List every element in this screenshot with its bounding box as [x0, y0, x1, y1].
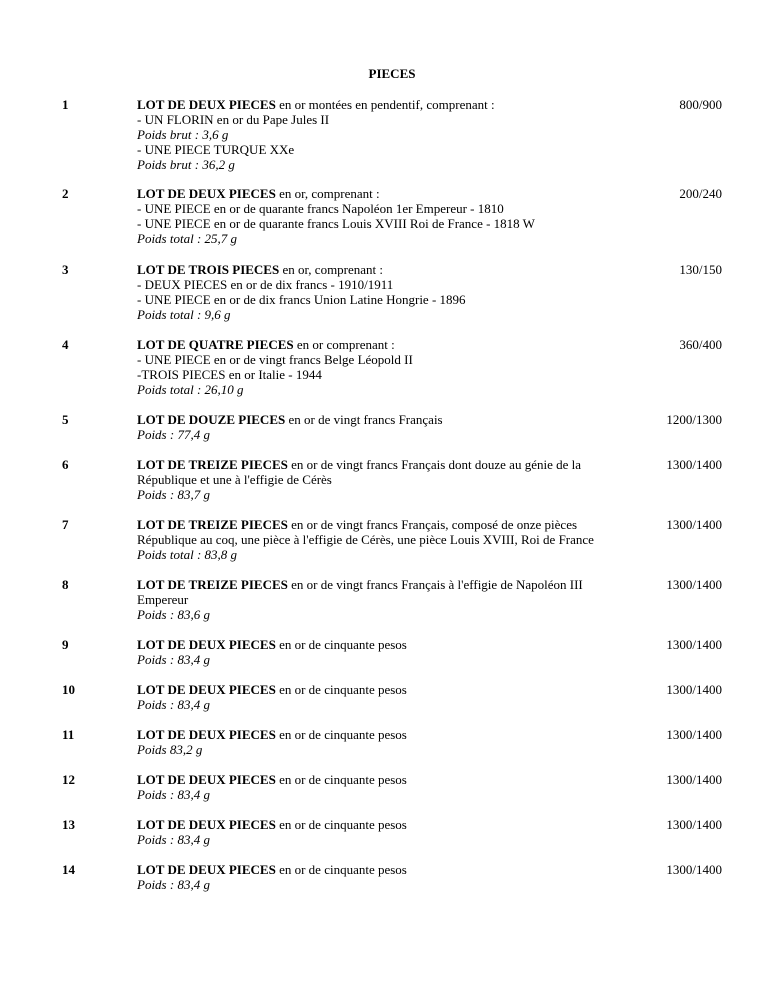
lot-number: 6 [62, 457, 69, 472]
lot-number: 1 [62, 97, 69, 112]
lot-description [137, 817, 647, 847]
page-title: PIECES [368, 66, 416, 81]
lot-estimate: 1300/1400 [666, 817, 722, 832]
lot-description [137, 337, 647, 397]
lot-weight: Poids : 83,4 g [137, 652, 210, 667]
lot-description [137, 727, 647, 757]
lot-heading: LOT DE QUATRE PIECES [137, 337, 294, 352]
lot-description [137, 637, 647, 667]
lot-heading-rest: en or montées en pendentif, comprenant : [275, 97, 495, 112]
lot-heading-rest: en or de vingt francs Français à l'effigie de Napoléon III [287, 577, 583, 592]
lot-detail-line: Empereur [137, 592, 189, 607]
lot-number: 4 [62, 337, 69, 352]
lot-weight: Poids : 83,6 g [137, 607, 210, 622]
lot-estimate: 1300/1400 [666, 682, 722, 697]
lot-heading-line [137, 97, 647, 112]
lot-description [137, 577, 647, 622]
lot-heading-rest: en or de cinquante pesos [275, 817, 407, 832]
lot-heading: LOT DE DEUX PIECES [137, 97, 276, 112]
lot-heading: LOT DE TREIZE PIECES [137, 457, 288, 472]
lot-description [137, 517, 647, 562]
lot-description [137, 186, 647, 246]
lot-heading-rest: en or de cinquante pesos [275, 862, 407, 877]
lot-heading-line [137, 862, 647, 877]
lot-weight: Poids : 83,4 g [137, 832, 210, 847]
lot-number: 10 [62, 682, 75, 697]
lot-description [137, 457, 647, 502]
lot-heading-line [137, 186, 647, 201]
lot-number: 3 [62, 262, 69, 277]
lot-heading-line [137, 517, 647, 532]
lot-weight: Poids total : 83,8 g [137, 547, 238, 562]
lot-weight: Poids : 83,4 g [137, 787, 210, 802]
lot-heading-line [137, 817, 647, 832]
lot-heading-line [137, 772, 647, 787]
lot-weight: Poids : 83,4 g [137, 697, 210, 712]
lot-number: 7 [62, 517, 69, 532]
lot-heading: LOT DE TROIS PIECES [137, 262, 280, 277]
lot-heading: LOT DE DOUZE PIECES [137, 412, 286, 427]
lot-heading: LOT DE DEUX PIECES [137, 862, 276, 877]
lot-number: 8 [62, 577, 69, 592]
lot-estimate: 130/150 [679, 262, 722, 277]
lot-weight: Poids : 83,7 g [137, 487, 210, 502]
lot-heading-line [137, 637, 647, 652]
lot-detail-line: - UNE PIECE en or de quarante francs Napoléon 1er Empereur - 1810 [137, 201, 504, 216]
lot-weight: Poids 83,2 g [137, 742, 203, 757]
lot-description [137, 862, 647, 892]
lot-estimate: 1300/1400 [666, 517, 722, 532]
lot-weight: Poids total : 9,6 g [137, 307, 231, 322]
lot-detail-line: -TROIS PIECES en or Italie - 1944 [137, 367, 322, 382]
lot-estimate: 1300/1400 [666, 637, 722, 652]
lot-estimate: 800/900 [679, 97, 722, 112]
lot-number: 14 [62, 862, 75, 877]
lot-detail-line: - DEUX PIECES en or de dix francs - 1910/1911 [137, 277, 394, 292]
lot-heading-rest: en or de cinquante pesos [275, 772, 407, 787]
lot-heading: LOT DE TREIZE PIECES [137, 517, 288, 532]
lot-heading-rest: en or de vingt francs Français [285, 412, 443, 427]
lot-description [137, 772, 647, 802]
lot-heading-rest: en or de cinquante pesos [275, 637, 407, 652]
lot-detail-line: - UN FLORIN en or du Pape Jules II [137, 112, 330, 127]
lot-heading-rest: en or de cinquante pesos [275, 727, 407, 742]
lot-detail-line: République au coq, une pièce à l'effigie de Cérès, une pièce Louis XVIII, Roi de France [137, 532, 594, 547]
lot-number: 12 [62, 772, 75, 787]
lot-heading-line [137, 457, 647, 472]
lot-heading-line [137, 337, 647, 352]
lot-description [137, 97, 647, 172]
lot-estimate: 1200/1300 [666, 412, 722, 427]
lot-number: 9 [62, 637, 69, 652]
lot-estimate: 360/400 [679, 337, 722, 352]
lot-heading-rest: en or de vingt francs Français dont douze au génie de la [287, 457, 582, 472]
lot-heading: LOT DE DEUX PIECES [137, 772, 276, 787]
lot-weight: Poids : 77,4 g [137, 427, 210, 442]
lot-heading-line [137, 682, 647, 697]
lot-heading-rest: en or de cinquante pesos [275, 682, 407, 697]
lot-number: 5 [62, 412, 69, 427]
lot-description [137, 262, 647, 322]
lot-heading-line [137, 412, 647, 427]
lot-heading-rest: en or comprenant : [293, 337, 395, 352]
lot-heading-rest: en or, comprenant : [279, 262, 384, 277]
lot-estimate: 200/240 [679, 186, 722, 201]
lot-estimate: 1300/1400 [666, 577, 722, 592]
lot-heading-rest: en or, comprenant : [275, 186, 380, 201]
lot-heading-rest: en or de vingt francs Français, composé de onze pièces [287, 517, 578, 532]
lot-heading-line [137, 727, 647, 742]
lot-heading: LOT DE DEUX PIECES [137, 817, 276, 832]
lot-weight: Poids brut : 3,6 g [137, 127, 229, 142]
lot-detail-line: République et une à l'effigie de Cérès [137, 472, 332, 487]
lot-heading: LOT DE TREIZE PIECES [137, 577, 288, 592]
lot-heading: LOT DE DEUX PIECES [137, 727, 276, 742]
lot-detail-line: - UNE PIECE en or de dix francs Union Latine Hongrie - 1896 [137, 292, 466, 307]
lot-description [137, 412, 647, 442]
lot-weight: Poids : 83,4 g [137, 877, 210, 892]
lot-number: 2 [62, 186, 69, 201]
lot-weight: Poids brut : 36,2 g [137, 157, 235, 172]
lot-number: 11 [62, 727, 75, 742]
lot-weight: Poids total : 26,10 g [137, 382, 244, 397]
lot-heading: LOT DE DEUX PIECES [137, 682, 276, 697]
lot-weight: Poids total : 25,7 g [137, 231, 238, 246]
lot-description [137, 682, 647, 712]
lot-estimate: 1300/1400 [666, 772, 722, 787]
lot-heading: LOT DE DEUX PIECES [137, 637, 276, 652]
lot-heading-line [137, 262, 647, 277]
lot-number: 13 [62, 817, 75, 832]
lot-heading: LOT DE DEUX PIECES [137, 186, 276, 201]
lot-detail-line: - UNE PIECE en or de quarante francs Louis XVIII Roi de France - 1818 W [137, 216, 535, 231]
lot-estimate: 1300/1400 [666, 457, 722, 472]
lot-heading-line [137, 577, 647, 592]
lot-estimate: 1300/1400 [666, 727, 722, 742]
lot-estimate: 1300/1400 [666, 862, 722, 877]
lot-detail-line: - UNE PIECE en or de vingt francs Belge Léopold II [137, 352, 413, 367]
lot-detail-line: - UNE PIECE TURQUE XXe [137, 142, 295, 157]
